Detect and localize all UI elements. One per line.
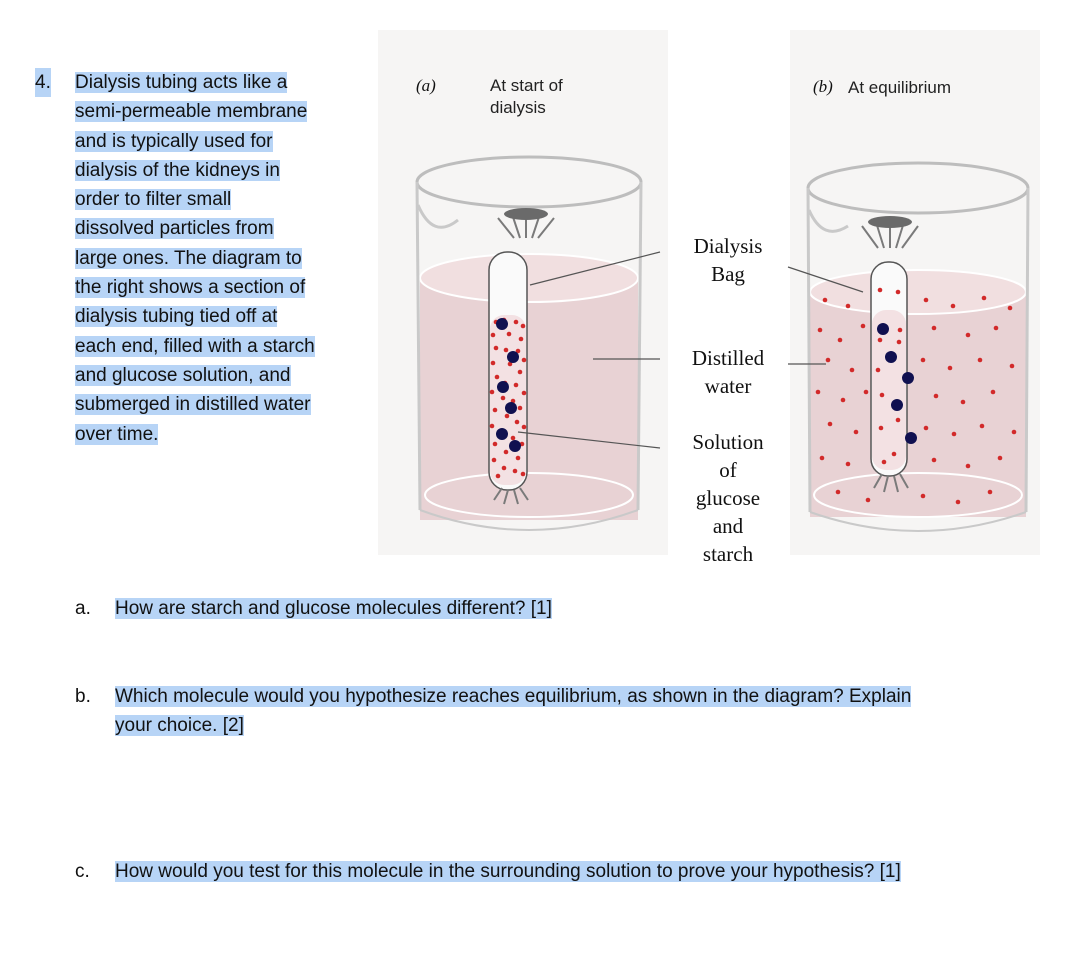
label-line: starch (702, 542, 754, 566)
intro-line: each end, filled with a starch (75, 335, 315, 357)
part-a-question (115, 594, 552, 623)
dialysis-diagram (378, 30, 1040, 566)
intro-line: dialysis of the kidneys in (75, 159, 280, 181)
part-a-text: How are starch and glucose molecules different? [1] (115, 598, 552, 619)
panel-a-caption (490, 75, 563, 119)
intro-line: submerged in distilled water (75, 394, 311, 416)
intro-line: Dialysis tubing acts like a (75, 72, 288, 93)
part-b-text-line: your choice. [2] (115, 715, 244, 736)
part-c-mark: c. (75, 861, 90, 882)
question-intro (75, 68, 375, 449)
label-line: Solution (692, 430, 764, 454)
intro-line: semi-permeable membrane (75, 101, 308, 123)
label-line: water (704, 374, 752, 398)
part-c-text: How would you test for this molecule in the surrounding solution to prove your hypothesis? [1] (115, 861, 901, 882)
intro-line: dissolved particles from (75, 218, 274, 240)
part-b-mark: b. (75, 686, 91, 707)
distilled-water-label (668, 344, 788, 400)
solution-label (668, 428, 788, 568)
question-number: 4. (35, 68, 51, 97)
part-b-question (115, 682, 911, 740)
panel-b-letter: (b) (813, 77, 833, 96)
panel-a-letter: (a) (416, 76, 436, 95)
intro-line: large ones. The diagram to (75, 247, 302, 269)
panel-b-caption: At equilibrium (848, 78, 951, 97)
intro-line: and is typically used for (75, 130, 273, 152)
intro-line: and glucose solution, and (75, 364, 291, 386)
panel-a-caption-line: At start of (490, 76, 563, 95)
dialysis-bag-label (668, 232, 788, 288)
part-b-text-line: Which molecule would you hypothesize reaches equilibrium, as shown in the diagram? Explain (115, 686, 912, 707)
label-line: glucose (695, 486, 761, 510)
label-line: Dialysis (693, 234, 763, 258)
label-line: and (712, 514, 744, 538)
intro-line: the right shows a section of (75, 277, 306, 299)
intro-line: order to filter small (75, 189, 232, 211)
intro-line: dialysis tubing tied off at (75, 306, 278, 328)
part-c-question (115, 857, 901, 886)
intro-line: over time. (75, 423, 159, 445)
panel-a-caption-line: dialysis (490, 98, 546, 117)
part-a-mark: a. (75, 598, 91, 619)
label-line: of (719, 458, 737, 482)
label-line: Bag (711, 262, 745, 286)
label-line: Distilled (691, 346, 765, 370)
